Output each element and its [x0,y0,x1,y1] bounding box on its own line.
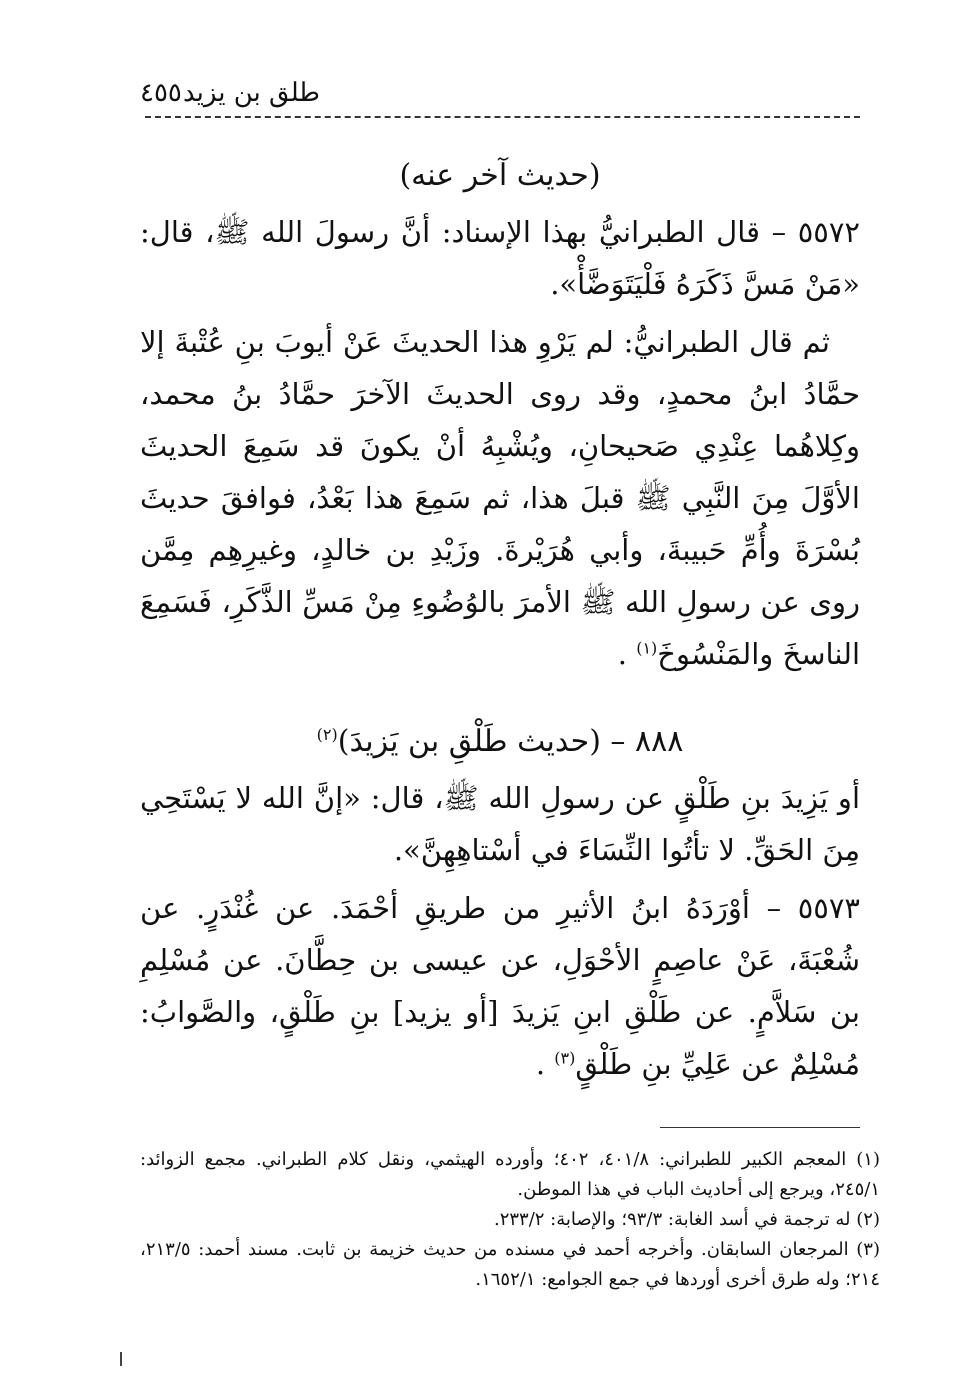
main-text [140,140,860,1096]
hadith-paragraph [140,772,860,876]
paragraph-tail: . [617,637,627,671]
commentary-paragraph [140,316,860,680]
section-heading [140,716,860,768]
paragraph-tail: . [535,1047,546,1081]
section-heading: (حديث آخر عنه) [399,158,601,193]
header-divider [145,116,860,118]
footnote-ref[interactable]: (١) [636,638,658,658]
running-header [140,70,860,120]
footnote-3: (٣) المرجعان السابقان. وأخرجه أحمد في مسنده من حديث خزيمة بن ثابت. مسند أحمد: ٢١٣/٥، ٢١٤؛ وله طرق أخرى أوردها في جمع الجوامع: ١٦٥٢/١. [140,1239,880,1290]
hadith-paragraph [140,882,860,1090]
footnote-2: (٢) له ترجمة في أسد الغابة: ٩٣/٣؛ والإصابة: ٢٣٣/٢. [493,1209,880,1230]
page-edge-mark [120,1352,122,1366]
paragraph-text: ٥٥٧٣ – أوْرَدَهُ ابنُ الأثيرِ من طريقِ أحْمَدَ. عن غُنْدَرٍ. عن شُعْبَةَ، عَنْ عاصِمٍ الأحْوَلِ، عن عيسى بن حِطَّانَ. عن مُسْلِمِ بن سَلاَّمٍ. عن طَلْقِ ابنِ يَزيدَ [أو يزيد] بنِ طَلْقٍ، والصَّوابُ: مُسْلِمٌ عن عَلِيِّ بنِ طَلْقٍ [140,891,860,1081]
paragraph-text: ثم قال الطبرانيُّ: لم يَرْوِ هذا الحديثَ عَنْ أيوبَ بنِ عُتْبةَ إلا حمَّادُ ابنُ محمدٍ، وقد روى الحديثَ الآخرَ حمَّادُ بنُ محمد، وكِلاهُما عِنْدِي صَحيحانِ، ويُشْبِهُ أنْ يكونَ قد سَمِعَ الحديثَ الأوَّلَ مِنَ النَّبِي ﷺ قبلَ هذا، ثم سَمِعَ هذا بَعْدُ، فوافقَ حديثَ بُسْرَةَ وأُمِّ حَبيبةَ، وأبي هُرَيْرةَ. وزَيْدِ بن خالدٍ، وغيرِهِم مِمَّن روى عن رسولِ الله ﷺ الأمرَ بالوُضُوءِ مِنْ مَسِّ الذَّكَرِ، فَسَمِعَ الناسخَ والمَنْسُوخَ [140,325,860,671]
section-spacer [140,686,860,706]
footnote-ref[interactable]: (٣) [554,1048,576,1068]
paragraph-text: أو يَزِيدَ بنِ طَلْقٍ عن رسولِ الله ﷺ، قال: «إنَّ الله لا يَسْتَحِي مِنَ الحَقِّ. لا تأتُوا النِّسَاءَ في أسْتاهِهِنَّ». [140,781,860,867]
page-number: ٤٥٥ [140,78,182,108]
footnote-1: (١) المعجم الكبير للطبراني: ٤٠١/٨، ٤٠٢؛ وأورده الهيثمي، ونقل كلام الطبراني. مجمع الزوائد: ٢٤٥/١، ويرجع إلى أحاديث الباب في هذا الموطن. [140,1149,880,1200]
hadith-paragraph [140,206,860,310]
section-hadith-another [140,150,860,680]
paragraph-text: ٥٥٧٢ – قال الطبرانيُّ بهذا الإسناد: أنَّ رسولَ الله ﷺ، قال: «مَنْ مَسَّ ذَكَرَهُ فَلْيَتَوَضَّأْ». [140,215,860,301]
section-hadith-talq [140,716,860,1090]
footnote-divider [660,1127,860,1128]
heading-text: ٨٨٨ – (حديث طَلْقِ بن يَزيدَ) [337,724,684,759]
running-title: طلق بن يزيد [182,78,320,108]
footnotes [140,1145,880,1295]
footnote-ref[interactable]: (٢) [316,725,338,744]
